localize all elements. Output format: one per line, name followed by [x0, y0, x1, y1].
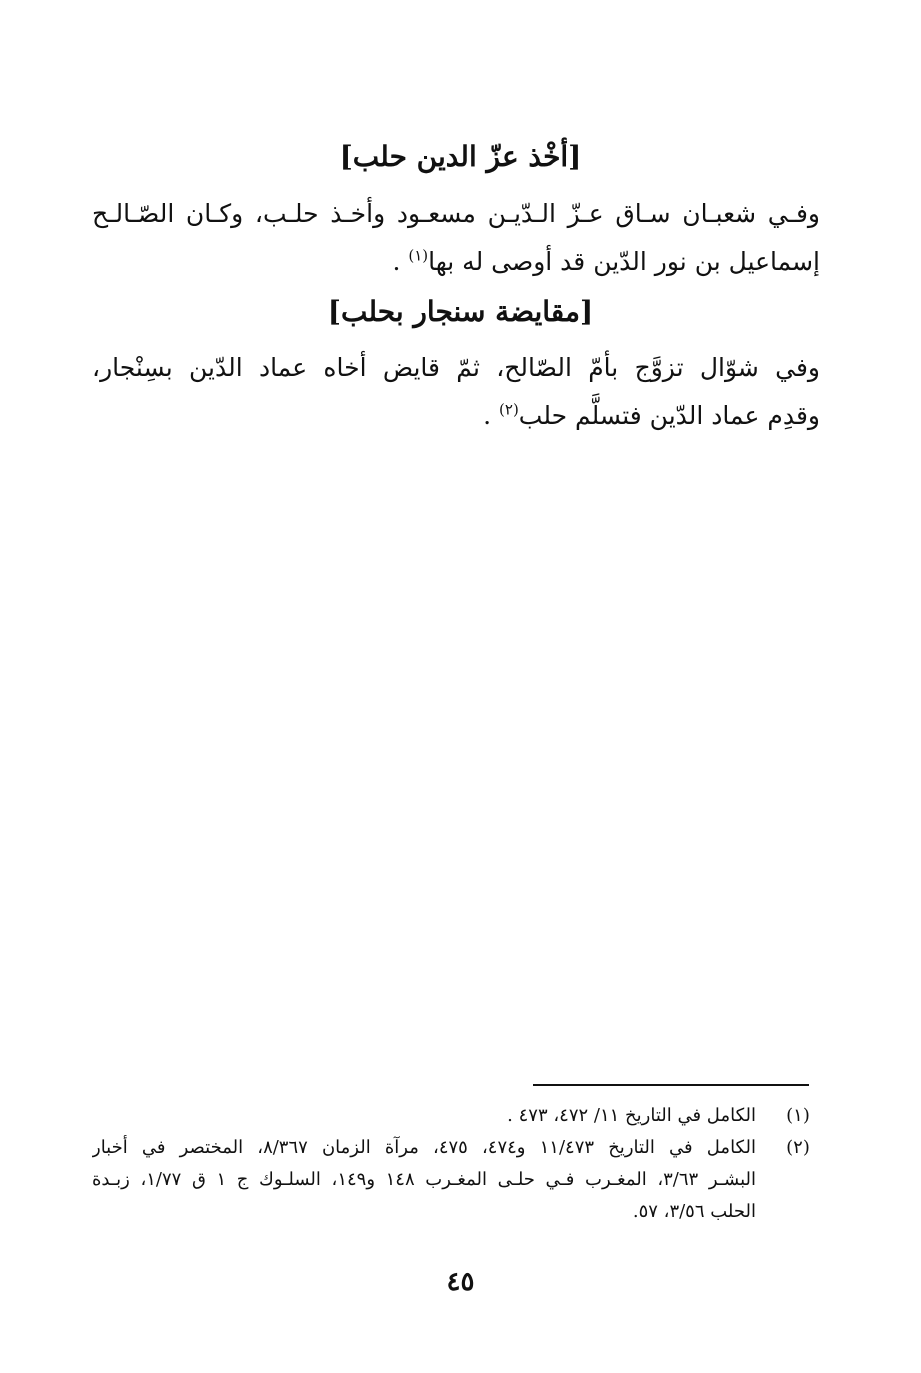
section-heading-1: [أخْذ عزّ الدين حلب] [339, 140, 582, 173]
footnote-2-number: (٢) [786, 1137, 810, 1158]
footnote-2-line-2: البشـر ٣/٦٣، المغـرب فـي حلـى المغـرب ١٤٨ و١٤٩، السلـوك ج ١ ق ١/٧٧، زبـدة [92, 1169, 756, 1190]
page-number: ٤٥ [446, 1267, 475, 1297]
footnote-2-line-1: الكامل في التاريخ ١١/٤٧٣ و٤٧٤، ٤٧٥، مرآة الزمان ٨/٣٦٧، المختصر في أخبار [92, 1137, 756, 1158]
paragraph-2-line-2-text: وقدِم عماد الدّين فتسلَّم حلب [518, 401, 820, 430]
footnote-1-text [92, 1100, 756, 1132]
footnote-ref-2: (٢) [499, 400, 519, 419]
paragraph-2-end: . [483, 401, 492, 430]
footnote-separator [533, 1084, 809, 1086]
paragraph-2-line-1: وفي شوّال تزوَّج بأمّ الصّالح، ثمّ قايض أخاه عماد الدّين بسِنْجار، [92, 353, 820, 382]
footnotes [92, 1100, 820, 1228]
section-heading-2: [مقايضة سنجار بحلب] [327, 295, 594, 328]
footnote-2-text [92, 1132, 756, 1228]
paragraph-1-line-2 [92, 238, 820, 286]
paragraph-1-end: . [392, 247, 401, 276]
footnote-1-number: (١) [786, 1105, 810, 1126]
footnote-1-line-1: الكامل في التاريخ ١١/ ٤٧٢، ٤٧٣ . [507, 1105, 756, 1126]
footnote-2-line-3: الحلب ٣/٥٦، ٥٧. [632, 1201, 756, 1222]
paragraph-2-line-2 [92, 392, 820, 440]
footnote-ref-1: (١) [408, 246, 429, 265]
paragraph-2 [92, 344, 820, 440]
paragraph-1-line-2-text: إسماعيل بن نور الدّين قد أوصى له بها [428, 247, 820, 276]
paragraph-1-line-1: وفـي شعبـان سـاق عـزّ الـدّيـن مسعـود وأخـذ حلـب، وكـان الصّـالـح [92, 199, 820, 228]
paragraph-1 [92, 190, 820, 286]
footnote-2 [92, 1132, 820, 1228]
footnote-1 [92, 1100, 820, 1132]
